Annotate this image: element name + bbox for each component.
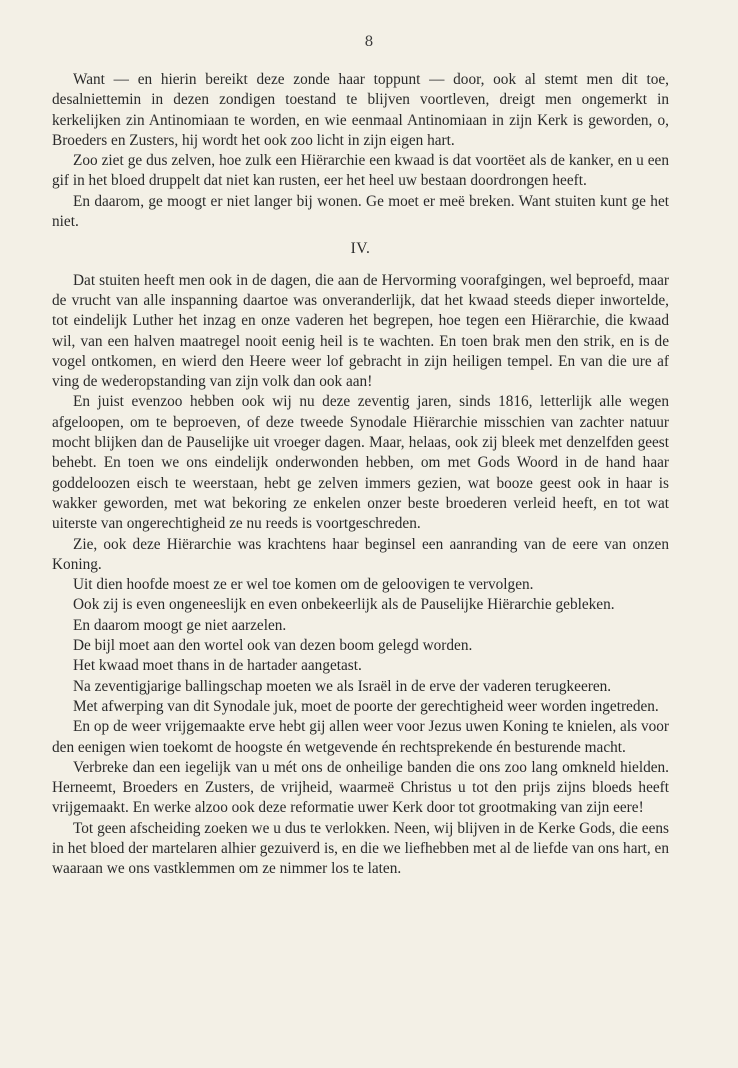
paragraph: Na zeventigjarige ballingschap moeten we als Israël in de erve der vaderen terugkeeren. xyxy=(73,677,612,695)
body-text xyxy=(52,70,669,880)
paragraph: Met afwerping van dit Synodale juk, moet de poorte der gerechtigheid weer worden ingetreden. xyxy=(73,697,659,715)
paragraph: Het kwaad moet thans in de hartader aangetast. xyxy=(73,657,362,675)
paragraph: Want — en hierin bereikt deze zonde haar toppunt — door, ook al stemt men dit toe, desalniettemin in dezen zondigen toestand te blijven voortleven, dreigt men ongemerkt in kerkelijken zin Antinomiaan te worden, en wie eenmaal Antinomiaan in zijn Kerk is geworden, o, Broeders en Zusters, hij wordt het ook zoo licht in zijn eigen hart. xyxy=(52,71,669,149)
paragraph: En daarom, ge moogt er niet langer bij wonen. Ge moet er meë breken. Want stuiten kunt ge het niet. xyxy=(52,192,669,231)
paragraph: En op de weer vrijgemaakte erve hebt gij allen weer voor Jezus uwen Koning te knielen, als voor den eenigen wien toekomt de hoogste én wetgevende én rechtsprekende én besturende macht. xyxy=(52,718,669,756)
page-number: 8 xyxy=(364,34,374,50)
paragraph: Verbreke dan een iegelijk van u mét ons de onheilige banden die ons zoo lang omkneld hielden. Herneemt, Broeders en Zusters, de vrijheid, waarmeë Christus u tot den prijs zijns bloeds heeft vrijgemaakt. En werke alzoo ook deze reformatie uwer Kerk door tot grootmaking van zijn eere! xyxy=(52,758,669,817)
paragraph: Dat stuiten heeft men ook in de dagen, die aan de Hervorming voorafgingen, wel beproefd, maar de vrucht van alle inspanning daartoe was onveranderlijk, dat het kwaad steeds dieper inwortelde, tot eindelijk Luther het inzag en onze vaderen het begrepen, hoe tegen een Hiërarchie, die kwaad wil, van een halven maatregel nooit eenig heil is te wachten. En toen brak men den strik, en is de vogel ontkomen, en wierd den Heere weer lof gebracht in zijn heiligen tempel. En van die ure af ving de wederopstanding van zijn volk dan ook aan! xyxy=(52,271,669,391)
section-heading: IV. xyxy=(350,240,371,258)
paragraph: De bijl moet aan den wortel ook van dezen boom gelegd worden. xyxy=(73,637,473,655)
paragraph: Uit dien hoofde moest ze er wel toe komen om de geloovigen te vervolgen. xyxy=(73,576,534,594)
paragraph: En juist evenzoo hebben ook wij nu deze zeventig jaren, sinds 1816, letterlijk alle wegen afgeloopen, om te beproeven, of deze tweede Synodale Hiërarchie misschien van zachter natuur mocht blijken dan de Pauselijke uit vroeger dagen. Maar, helaas, ook zij bleek met denzelfden geest behebt. En toen we ons eindelijk onderwonden hebben, om met Gods Woord in de hand haar goddeloozen eisch te weerstaan, hebt ge zelven immers gezien, wat booze geest ook in haar is wakker geworden, met wat bekoring ze enkelen onzer beste broederen verleid heeft, en tot wat uiterste van ongerechtigheid ze nu reeds is voortgeschreden. xyxy=(52,393,669,533)
paragraph: Ook zij is even ongeneeslijk en even onbekeerlijk als de Pauselijke Hiërarchie gebleken. xyxy=(73,596,615,614)
paragraph: Zoo ziet ge dus zelven, hoe zulk een Hiërarchie een kwaad is dat voortëet als de kanker, en u een gif in het bloed druppelt dat niet kan rusten, eer het heel uw bestaan doordrongen heeft. xyxy=(52,152,669,190)
paragraph: En daarom moogt ge niet aarzelen. xyxy=(73,616,287,634)
paragraph: Tot geen afscheiding zoeken we u dus te verlokken. Neen, wij blijven in de Kerke Gods, die eens in het bloed der martelaren alhier gezuiverd is, en die we liefhebben met al de liefde van ons hart, en waaraan we ons vastklemmen om ze nimmer los te laten. xyxy=(52,819,669,878)
paragraph: Zie, ook deze Hiërarchie was krachtens haar beginsel een aanranding van de eere van onzen Koning. xyxy=(52,535,669,573)
